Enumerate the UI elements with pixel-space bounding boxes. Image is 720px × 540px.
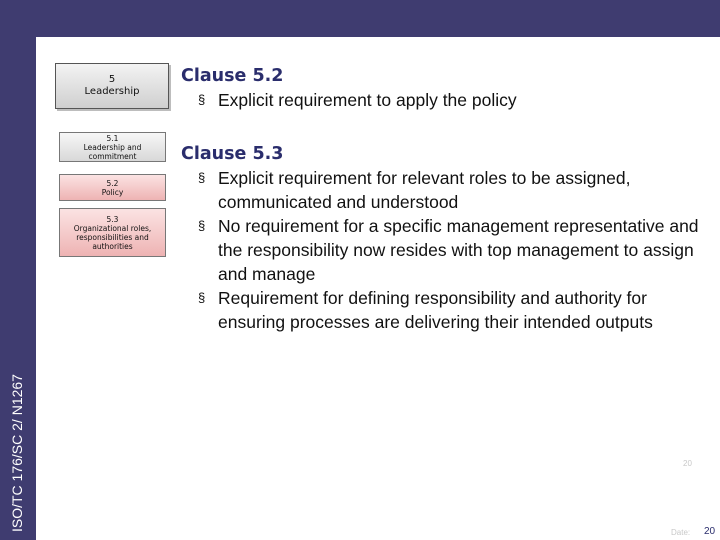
diagram-box-policy bbox=[59, 174, 166, 201]
diagram-box-number: 5.3 bbox=[106, 214, 119, 224]
side-banner bbox=[0, 0, 36, 540]
diagram-box-number: 5 bbox=[108, 74, 116, 85]
diagram-box-label: Policy bbox=[101, 187, 124, 197]
top-banner bbox=[0, 0, 720, 37]
clause-5-3-section bbox=[181, 142, 701, 334]
bullet-list bbox=[181, 88, 701, 112]
bullet-text: No requirement for a specific management representative and the responsibility now resides with top management to assign and manage bbox=[218, 216, 699, 284]
bullet-list bbox=[181, 166, 701, 334]
bullet-icon: § bbox=[198, 218, 206, 233]
bullet-text: Requirement for defining responsibility and authority for ensuring processes are delivering their intended outputs bbox=[218, 288, 653, 332]
slide-content bbox=[181, 64, 701, 334]
diagram-box-roles bbox=[59, 208, 166, 257]
clause-heading: Clause 5.2 bbox=[181, 66, 284, 86]
bullet-icon: § bbox=[198, 170, 206, 185]
diagram-box-leadership-commitment bbox=[59, 132, 166, 162]
diagram-box-label: Leadership and commitment bbox=[83, 142, 142, 161]
bullet-icon: § bbox=[198, 290, 206, 305]
page-number: 20 bbox=[704, 526, 716, 537]
diagram-box-leadership bbox=[55, 63, 169, 109]
slide-number-faint: 20 bbox=[683, 459, 692, 468]
bullet-icon: § bbox=[198, 92, 206, 107]
diagram-box-number: 5.2 bbox=[106, 178, 119, 188]
bullet-item bbox=[181, 286, 701, 334]
diagram-box-label: Organizational roles, responsibilities and authorities bbox=[73, 223, 152, 251]
diagram-box-number: 5.1 bbox=[106, 133, 119, 143]
document-reference-label: ISO/TC 176/SC 2/ N1267 bbox=[9, 374, 25, 532]
bullet-item bbox=[181, 166, 701, 214]
bullet-item bbox=[181, 214, 701, 286]
date-label: Date: bbox=[671, 528, 691, 537]
bullet-text: Explicit requirement to apply the policy bbox=[218, 90, 517, 110]
diagram-box-label: Leadership bbox=[84, 86, 140, 97]
clause-5-2-section bbox=[181, 64, 701, 112]
bullet-text: Explicit requirement for relevant roles to be assigned, communicated and understood bbox=[218, 168, 631, 212]
bullet-item bbox=[181, 88, 701, 112]
clause-heading: Clause 5.3 bbox=[181, 144, 284, 164]
